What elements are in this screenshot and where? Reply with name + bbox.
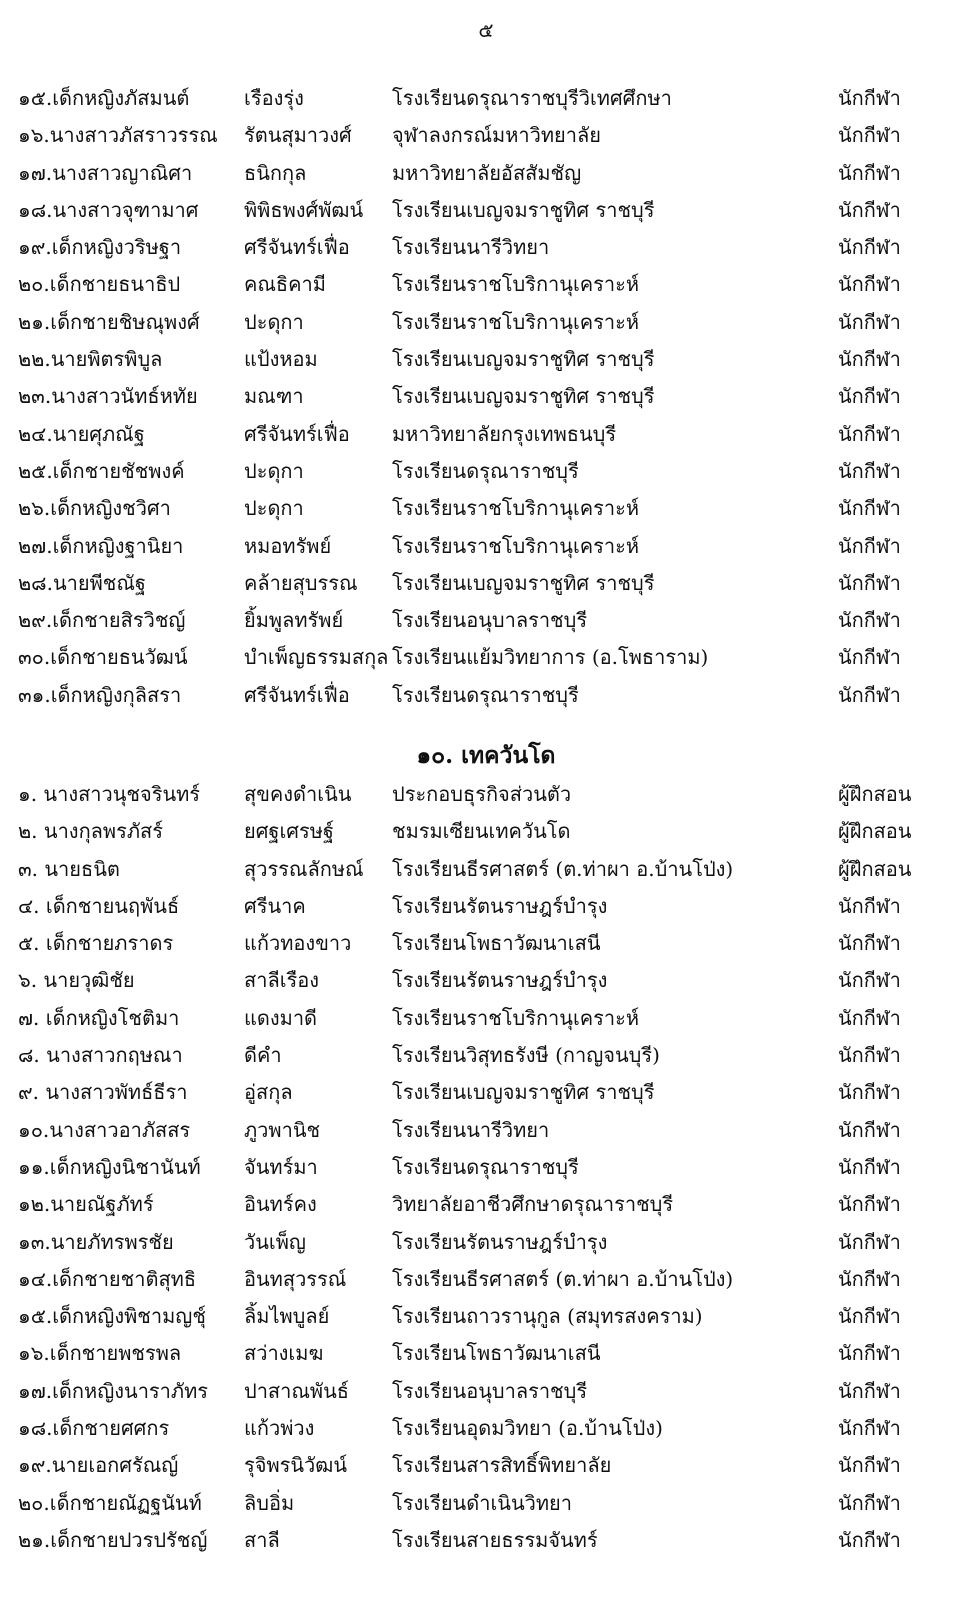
member-surname: สุขคงดำเนิน xyxy=(244,782,352,806)
member-name: ๑๘.เด็กชายศศกร xyxy=(18,1416,170,1441)
member-organization: โรงเรียนนารีวิทยา xyxy=(392,1117,550,1142)
roster-row xyxy=(0,776,972,813)
member-surname: ศรีนาค xyxy=(244,893,306,918)
member-surname: แป้งหอม xyxy=(244,347,318,372)
member-organization: โรงเรียนดรุณาราชบุรี xyxy=(392,682,579,707)
page-number: ๕ xyxy=(478,18,494,42)
member-organization: มหาวิทยาลัยกรุงเทพธนบุรี xyxy=(392,421,617,446)
member-role: นักกีฬา xyxy=(838,570,901,595)
member-organization: โรงเรียนสารสิทธิ์พิทยาลัย xyxy=(392,1453,612,1478)
section-title-taekwondo: ๑๐. เทควันโด xyxy=(416,742,556,769)
member-organization: โรงเรียนอนุบาลราชบุรี xyxy=(392,608,588,633)
member-role: นักกีฬา xyxy=(838,1043,901,1068)
member-name: ๒๓.นางสาวนัทธ์หทัย xyxy=(18,384,198,409)
member-surname: คล้ายสุบรรณ xyxy=(244,570,358,595)
member-name: ๑๖.เด็กชายพชรพล xyxy=(18,1341,182,1366)
roster-row xyxy=(0,1000,972,1037)
member-role: นักกีฬา xyxy=(838,496,901,521)
member-surname: ธนิกกุล xyxy=(244,160,307,185)
member-name: ๑๐.นางสาวอาภัสสร xyxy=(18,1117,191,1142)
roster-section-taekwondo xyxy=(0,776,972,1559)
member-role: นักกีฬา xyxy=(838,160,901,185)
member-name: ๒๙.เด็กชายสิรวิชญ์ xyxy=(18,608,186,633)
member-role: นักกีฬา xyxy=(838,893,901,918)
member-role: นักกีฬา xyxy=(838,1341,901,1366)
roster-row xyxy=(0,1261,972,1298)
member-name: ๙. นางสาวพัทธ์ธีรา xyxy=(18,1080,188,1105)
member-role: นักกีฬา xyxy=(838,235,901,260)
member-name: ๒๖.เด็กหญิงชวิศา xyxy=(18,496,171,521)
member-surname: ปาสาณพันธ์ xyxy=(244,1378,349,1403)
member-surname: สาลีเรือง xyxy=(244,968,320,993)
member-organization: โรงเรียนเบญจมราชูทิศ ราชบุรี xyxy=(392,197,655,222)
roster-row xyxy=(0,378,972,415)
member-surname: ภูวพานิช xyxy=(244,1117,321,1142)
member-name: ๑๖.นางสาวภัสราวรรณ xyxy=(18,123,218,148)
member-organization: โรงเรียนเบญจมราชูทิศ ราชบุรี xyxy=(392,384,655,409)
roster-row xyxy=(0,1410,972,1447)
member-name: ๓๐.เด็กชายธนวัฒน์ xyxy=(18,645,188,670)
member-role: นักกีฬา xyxy=(838,1490,901,1515)
roster-row xyxy=(0,192,972,229)
member-role: นักกีฬา xyxy=(838,86,901,110)
member-role: นักกีฬา xyxy=(838,421,901,446)
member-role: นักกีฬา xyxy=(838,931,901,956)
member-organization: โรงเรียนโพธาวัฒนาเสนี xyxy=(392,931,601,956)
member-surname: คณธิคามี xyxy=(244,272,326,297)
member-role: นักกีฬา xyxy=(838,272,901,297)
member-name: ๑๑.เด็กหญิงนิชานันท์ xyxy=(18,1154,201,1179)
member-role: นักกีฬา xyxy=(838,1080,901,1105)
member-organization: โรงเรียนเบญจมราชูทิศ ราชบุรี xyxy=(392,570,655,595)
member-name: ๒๐.เด็กชายณัฏฐนันท์ xyxy=(18,1490,202,1515)
member-role: นักกีฬา xyxy=(838,968,901,993)
member-organization: โรงเรียนดรุณาราชบุรีวิเทศศึกษา xyxy=(392,86,672,110)
member-surname: แก้วพ่วง xyxy=(244,1416,315,1441)
member-role: นักกีฬา xyxy=(838,1154,901,1179)
member-name: ๒๔.นายศุภณัฐ xyxy=(18,421,145,446)
member-organization: มหาวิทยาลัยอัสสัมชัญ xyxy=(392,160,582,185)
roster-row xyxy=(0,490,972,527)
member-role: นักกีฬา xyxy=(838,1378,901,1403)
roster-row xyxy=(0,304,972,341)
roster-row xyxy=(0,925,972,962)
member-organization: โรงเรียนราชโบริกานุเคราะห์ xyxy=(392,309,640,334)
member-role: นักกีฬา xyxy=(838,645,901,670)
member-surname: แก้วทองขาว xyxy=(244,931,352,956)
member-surname: ปะดุกา xyxy=(244,458,304,483)
roster-row xyxy=(0,813,972,850)
member-organization: โรงเรียนรัตนราษฎร์บำรุง xyxy=(392,1229,608,1254)
member-organization: โรงเรียนเบญจมราชูทิศ ราชบุรี xyxy=(392,1080,655,1105)
member-role: ผู้ฝึกสอน xyxy=(838,819,912,844)
member-surname: บำเพ็ญธรรมสกุล xyxy=(244,645,389,670)
member-role: นักกีฬา xyxy=(838,1266,901,1291)
member-name: ๑๗.นางสาวญาณิศา xyxy=(18,160,193,185)
member-organization: โรงเรียนแย้มวิทยาการ (อ.โพธาราม) xyxy=(392,645,709,670)
member-organization: โรงเรียนเบญจมราชูทิศ ราชบุรี xyxy=(392,347,655,372)
member-name: ๒๘.นายพีชณัฐ xyxy=(18,570,146,595)
member-role: นักกีฬา xyxy=(838,682,901,707)
member-name: ๘. นางสาวกฤษณา xyxy=(18,1043,183,1068)
member-name: ๑๕.เด็กหญิงพิชามญชุ์ xyxy=(18,1304,206,1329)
member-organization: โรงเรียนดรุณาราชบุรี xyxy=(392,1154,579,1179)
member-surname: ศรีจันทร์เฟื่อ xyxy=(244,682,350,707)
member-name: ๔. เด็กชายนฤพันธ์ xyxy=(18,893,180,918)
member-organization: ชมรมเซียนเทควันโด xyxy=(392,819,571,844)
member-name: ๑. นางสาวนุชจรินทร์ xyxy=(18,782,201,806)
member-organization: โรงเรียนธีรศาสตร์ (ต.ท่าผา อ.บ้านโป่ง) xyxy=(392,856,734,881)
member-surname: สุวรรณลักษณ์ xyxy=(244,856,364,881)
member-role: นักกีฬา xyxy=(838,1117,901,1142)
member-organization: วิทยาลัยอาชีวศึกษาดรุณาราชบุรี xyxy=(392,1192,674,1217)
member-surname: เรืองรุ่ง xyxy=(244,86,304,110)
member-surname: ศรีจันทร์เฟื่อ xyxy=(244,235,350,260)
member-organization: โรงเรียนดำเนินวิทยา xyxy=(392,1490,572,1515)
member-role: นักกีฬา xyxy=(838,1229,901,1254)
member-surname: แดงมาดี xyxy=(244,1005,318,1030)
roster-row xyxy=(0,1447,972,1484)
member-name: ๑๗.เด็กหญิงนาราภัทร xyxy=(18,1378,208,1403)
member-organization: โรงเรียนดรุณาราชบุรี xyxy=(392,458,579,483)
member-organization: โรงเรียนถาวรานุกูล (สมุทรสงคราม) xyxy=(392,1304,703,1329)
member-surname: จันทร์มา xyxy=(244,1154,318,1179)
member-name: ๑๓.นายภัทรพรชัย xyxy=(18,1229,174,1254)
roster-row xyxy=(0,266,972,303)
roster-row xyxy=(0,1373,972,1410)
member-organization: โรงเรียนรัตนราษฎร์บำรุง xyxy=(392,968,608,993)
member-organization: โรงเรียนโพธาวัฒนาเสนี xyxy=(392,1341,601,1366)
member-surname: ศรีจันทร์เฟื่อ xyxy=(244,421,350,446)
member-role: นักกีฬา xyxy=(838,123,901,148)
roster-row xyxy=(0,1186,972,1223)
member-surname: มณฑา xyxy=(244,384,304,409)
roster-row xyxy=(0,528,972,565)
member-surname: วันเพ็ญ xyxy=(244,1229,306,1254)
member-surname: ดีคำ xyxy=(244,1043,282,1068)
member-name: ๗. เด็กหญิงโชติมา xyxy=(18,1005,180,1030)
roster-row xyxy=(0,677,972,714)
member-role: นักกีฬา xyxy=(838,458,901,483)
member-name: ๑๙.เด็กหญิงวริษฐา xyxy=(18,235,182,260)
member-surname: สาลี xyxy=(244,1527,280,1552)
roster-row xyxy=(0,962,972,999)
member-organization: โรงเรียนราชโบริกานุเคราะห์ xyxy=(392,1005,640,1030)
member-name: ๑๕.เด็กหญิงภัสมนต์ xyxy=(18,86,190,110)
roster-row xyxy=(0,602,972,639)
member-organization: จุฬาลงกรณ์มหาวิทยาลัย xyxy=(392,123,601,148)
member-surname: ปะดุกา xyxy=(244,309,304,334)
member-name: ๒. นางกุลพรภัสร์ xyxy=(18,819,163,844)
roster-row xyxy=(0,1335,972,1372)
member-surname: สว่างเมฆ xyxy=(244,1341,324,1366)
member-name: ๑๒.นายณัฐภัทร์ xyxy=(18,1192,154,1217)
member-name: ๒๗.เด็กหญิงฐานิยา xyxy=(18,533,184,558)
member-organization: โรงเรียนอุดมวิทยา (อ.บ้านโป่ง) xyxy=(392,1416,663,1441)
member-name: ๓. นายธนิต xyxy=(18,856,120,881)
member-organization: โรงเรียนธีรศาสตร์ (ต.ท่าผา อ.บ้านโป่ง) xyxy=(392,1266,734,1291)
member-surname: อู่สกุล xyxy=(244,1080,293,1105)
roster-row xyxy=(0,1074,972,1111)
roster-row xyxy=(0,1224,972,1261)
member-name: ๒๑.เด็กชายชิษณุพงศ์ xyxy=(18,309,200,334)
member-organization: โรงเรียนอนุบาลราชบุรี xyxy=(392,1378,588,1403)
member-role: นักกีฬา xyxy=(838,1192,901,1217)
member-role: นักกีฬา xyxy=(838,533,901,558)
member-surname: ลิ้มไพบูลย์ xyxy=(244,1304,330,1329)
member-surname: รัตนสุมาวงศ์ xyxy=(244,123,352,148)
member-role: นักกีฬา xyxy=(838,309,901,334)
member-surname: พิพิธพงศ์พัฒน์ xyxy=(244,197,364,222)
member-role: นักกีฬา xyxy=(838,1453,901,1478)
member-name: ๑๔.เด็กชายชาติสุทธิ xyxy=(18,1266,197,1291)
member-organization: ประกอบธุรกิจส่วนตัว xyxy=(392,782,572,806)
member-role: ผู้ฝึกสอน xyxy=(838,782,912,806)
roster-row xyxy=(0,453,972,490)
roster-row xyxy=(0,565,972,602)
member-role: นักกีฬา xyxy=(838,347,901,372)
member-role: ผู้ฝึกสอน xyxy=(838,856,912,881)
roster-row xyxy=(0,1149,972,1186)
member-role: นักกีฬา xyxy=(838,1005,901,1030)
roster-row xyxy=(0,851,972,888)
member-role: นักกีฬา xyxy=(838,608,901,633)
roster-row xyxy=(0,117,972,154)
member-surname: รุจิพรนิวัฒน์ xyxy=(244,1453,348,1478)
member-name: ๒๕.เด็กชายชัชพงค์ xyxy=(18,458,185,483)
roster-row xyxy=(0,416,972,453)
member-name: ๖. นายวุฒิชัย xyxy=(18,968,135,993)
roster-row xyxy=(0,155,972,192)
member-organization: โรงเรียนราชโบริกานุเคราะห์ xyxy=(392,272,640,297)
member-surname: อินทสุวรรณ์ xyxy=(244,1266,347,1291)
roster-row xyxy=(0,80,972,117)
member-name: ๓๑.เด็กหญิงกุลิสรา xyxy=(18,682,182,707)
roster-row xyxy=(0,341,972,378)
roster-row xyxy=(0,888,972,925)
roster-row xyxy=(0,1112,972,1149)
member-role: นักกีฬา xyxy=(838,197,901,222)
member-name: ๒๐.เด็กชายธนาธิป xyxy=(18,272,181,297)
member-surname: ปะดุกา xyxy=(244,496,304,521)
member-surname: หมอทรัพย์ xyxy=(244,533,332,558)
member-surname: ยิ้มพูลทรัพย์ xyxy=(244,608,344,633)
member-role: นักกีฬา xyxy=(838,384,901,409)
roster-row xyxy=(0,1037,972,1074)
member-organization: โรงเรียนราชโบริกานุเคราะห์ xyxy=(392,496,640,521)
roster-row xyxy=(0,1485,972,1522)
roster-row xyxy=(0,229,972,266)
member-role: นักกีฬา xyxy=(838,1527,901,1552)
member-organization: โรงเรียนรัตนราษฎร์บำรุง xyxy=(392,893,608,918)
roster-row xyxy=(0,1298,972,1335)
member-name: ๕. เด็กชายภราดร xyxy=(18,931,174,956)
member-surname: ลิบอิ่ม xyxy=(244,1490,295,1515)
roster-row xyxy=(0,1522,972,1559)
member-organization: โรงเรียนวิสุทธรังษี (กาญจนบุรี) xyxy=(392,1043,660,1068)
member-surname: ยศฐเศรษฐ์ xyxy=(244,819,334,844)
member-surname: อินทร์คง xyxy=(244,1192,317,1217)
member-name: ๒๒.นายพิตรพิบูล xyxy=(18,347,163,372)
member-role: นักกีฬา xyxy=(838,1416,901,1441)
member-name: ๑๘.นางสาวจุฑามาศ xyxy=(18,197,199,222)
member-organization: โรงเรียนนารีวิทยา xyxy=(392,235,550,260)
member-organization: โรงเรียนสายธรรมจันทร์ xyxy=(392,1527,598,1552)
roster-row xyxy=(0,639,972,676)
member-name: ๒๑.เด็กชายปวรปรัชญ์ xyxy=(18,1527,208,1552)
member-name: ๑๙.นายเอกศรัณญ์ xyxy=(18,1453,179,1478)
member-role: นักกีฬา xyxy=(838,1304,901,1329)
roster-section-continued xyxy=(0,80,972,714)
member-organization: โรงเรียนราชโบริกานุเคราะห์ xyxy=(392,533,640,558)
